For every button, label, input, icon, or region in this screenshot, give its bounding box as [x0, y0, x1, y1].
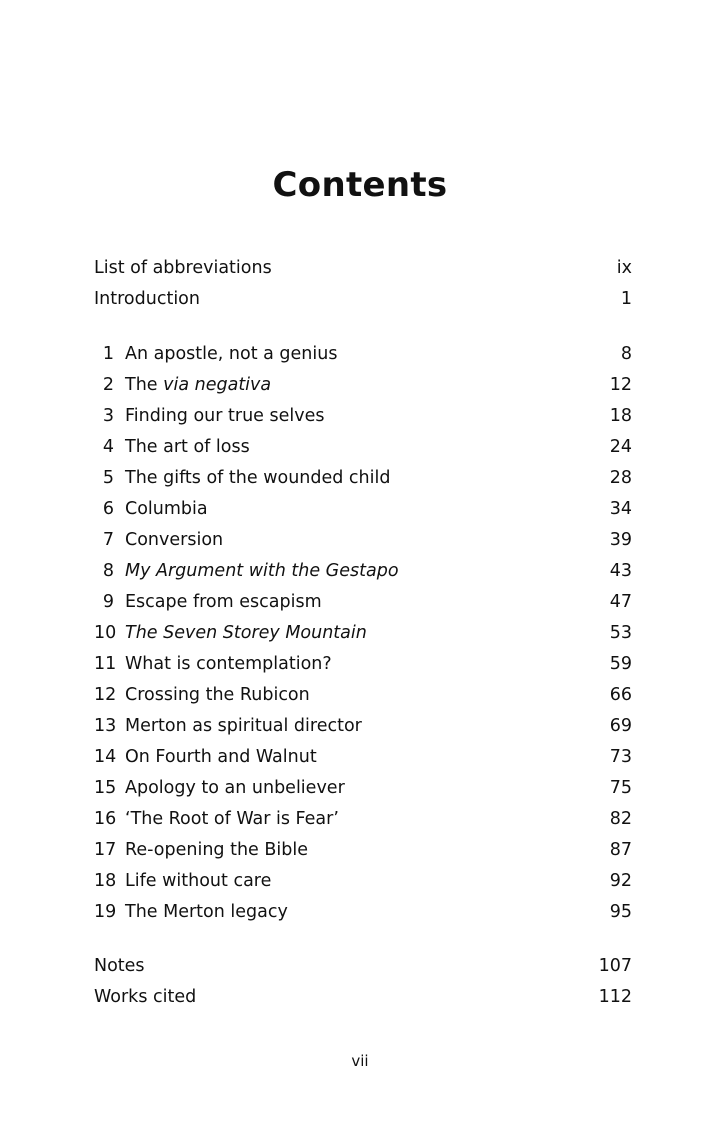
chapter-number: 9	[102, 592, 114, 612]
chapter-entry	[94, 432, 632, 463]
chapter-entry	[94, 556, 632, 587]
chapter-entry	[94, 711, 632, 742]
chapter-page: 39	[609, 530, 632, 550]
chapter-entry	[94, 587, 632, 618]
chapter-title: Crossing the Rubicon	[125, 685, 310, 705]
chapter-page: 28	[609, 468, 632, 488]
page-folio: vii	[351, 1052, 369, 1070]
chapter-number: 8	[102, 561, 114, 581]
toc-entry	[94, 982, 632, 1013]
chapter-title: My Argument with the Gestapo	[125, 561, 399, 581]
entry-page: ix	[616, 258, 632, 278]
chapter-entry	[94, 866, 632, 897]
chapter-title: What is contemplation?	[125, 654, 332, 674]
chapter-page: 73	[609, 747, 632, 767]
chapter-entry	[94, 339, 632, 370]
chapter-number: 3	[102, 406, 114, 426]
chapter-title: Apology to an unbeliever	[125, 778, 345, 798]
chapter-page: 92	[609, 871, 632, 891]
chapter-page: 69	[609, 716, 632, 736]
page-title: Contents	[272, 165, 448, 205]
chapter-page: 12	[609, 375, 632, 395]
chapter-page: 53	[609, 623, 632, 643]
chapter-entry	[94, 804, 632, 835]
back-matter-list	[94, 951, 632, 1013]
entry-page: 107	[598, 956, 632, 976]
chapter-title-italic: via negativa	[163, 375, 272, 395]
chapter-number: 15	[94, 778, 117, 798]
entry-label: Notes	[94, 956, 145, 976]
chapter-title: Finding our true selves	[125, 406, 325, 426]
chapter-entry	[94, 773, 632, 804]
chapter-number: 13	[94, 716, 117, 736]
chapter-entry	[94, 742, 632, 773]
toc-entry	[94, 253, 632, 284]
toc-entry	[94, 951, 632, 982]
chapter-entry	[94, 835, 632, 866]
chapter-number: 1	[102, 344, 114, 364]
chapter-title: Re-opening the Bible	[125, 840, 308, 860]
front-matter-list	[94, 253, 632, 315]
chapter-page: 75	[609, 778, 632, 798]
chapter-number: 4	[102, 437, 114, 457]
chapter-entry	[94, 401, 632, 432]
chapter-number: 6	[102, 499, 114, 519]
chapter-number: 7	[102, 530, 114, 550]
chapter-page: 18	[609, 406, 632, 426]
chapter-number: 10	[94, 623, 117, 643]
chapter-entry	[94, 618, 632, 649]
chapter-title: The art of loss	[125, 437, 250, 457]
chapter-title: Merton as spiritual director	[125, 716, 362, 736]
entry-label: Works cited	[94, 987, 197, 1007]
chapter-entry	[94, 897, 632, 928]
chapter-page: 43	[609, 561, 632, 581]
chapter-title: Columbia	[125, 499, 208, 519]
entry-label: Introduction	[94, 289, 200, 309]
chapter-number: 2	[102, 375, 114, 395]
chapter-number: 5	[102, 468, 114, 488]
toc-entry	[94, 284, 632, 315]
chapter-number: 19	[94, 902, 117, 922]
chapter-title-prefix: The	[125, 375, 164, 395]
entry-page: 112	[598, 987, 632, 1007]
chapter-page: 24	[609, 437, 632, 457]
chapter-title: The Seven Storey Mountain	[125, 623, 367, 643]
chapter-page: 34	[609, 499, 632, 519]
chapter-page: 59	[609, 654, 632, 674]
chapter-title: ‘The Root of War is Fear’	[125, 809, 339, 829]
chapter-entry	[94, 494, 632, 525]
chapter-title: Conversion	[125, 530, 224, 550]
chapter-page: 87	[609, 840, 632, 860]
chapter-number: 18	[94, 871, 117, 891]
entry-label: List of abbreviations	[94, 258, 272, 278]
chapter-title	[125, 370, 610, 401]
entry-page: 1	[620, 289, 632, 309]
chapter-title: The gifts of the wounded child	[125, 468, 391, 488]
chapter-entry	[94, 525, 632, 556]
chapter-title: The Merton legacy	[125, 902, 288, 922]
chapter-entry	[94, 680, 632, 711]
chapter-title: On Fourth and Walnut	[125, 747, 317, 767]
chapter-entry	[94, 370, 632, 401]
chapter-page: 95	[609, 902, 632, 922]
chapter-title: Escape from escapism	[125, 592, 322, 612]
chapter-number: 17	[94, 840, 117, 860]
chapter-entry	[94, 649, 632, 680]
chapter-entry	[94, 463, 632, 494]
chapter-title: An apostle, not a genius	[125, 344, 338, 364]
chapter-number: 11	[94, 654, 117, 674]
chapter-number: 16	[94, 809, 117, 829]
chapter-page: 66	[609, 685, 632, 705]
chapter-number: 14	[94, 747, 117, 767]
chapter-page: 8	[620, 344, 632, 364]
chapter-title: Life without care	[125, 871, 272, 891]
chapter-page: 47	[609, 592, 632, 612]
chapter-list	[94, 339, 632, 928]
chapter-page: 82	[609, 809, 632, 829]
chapter-number: 12	[94, 685, 117, 705]
